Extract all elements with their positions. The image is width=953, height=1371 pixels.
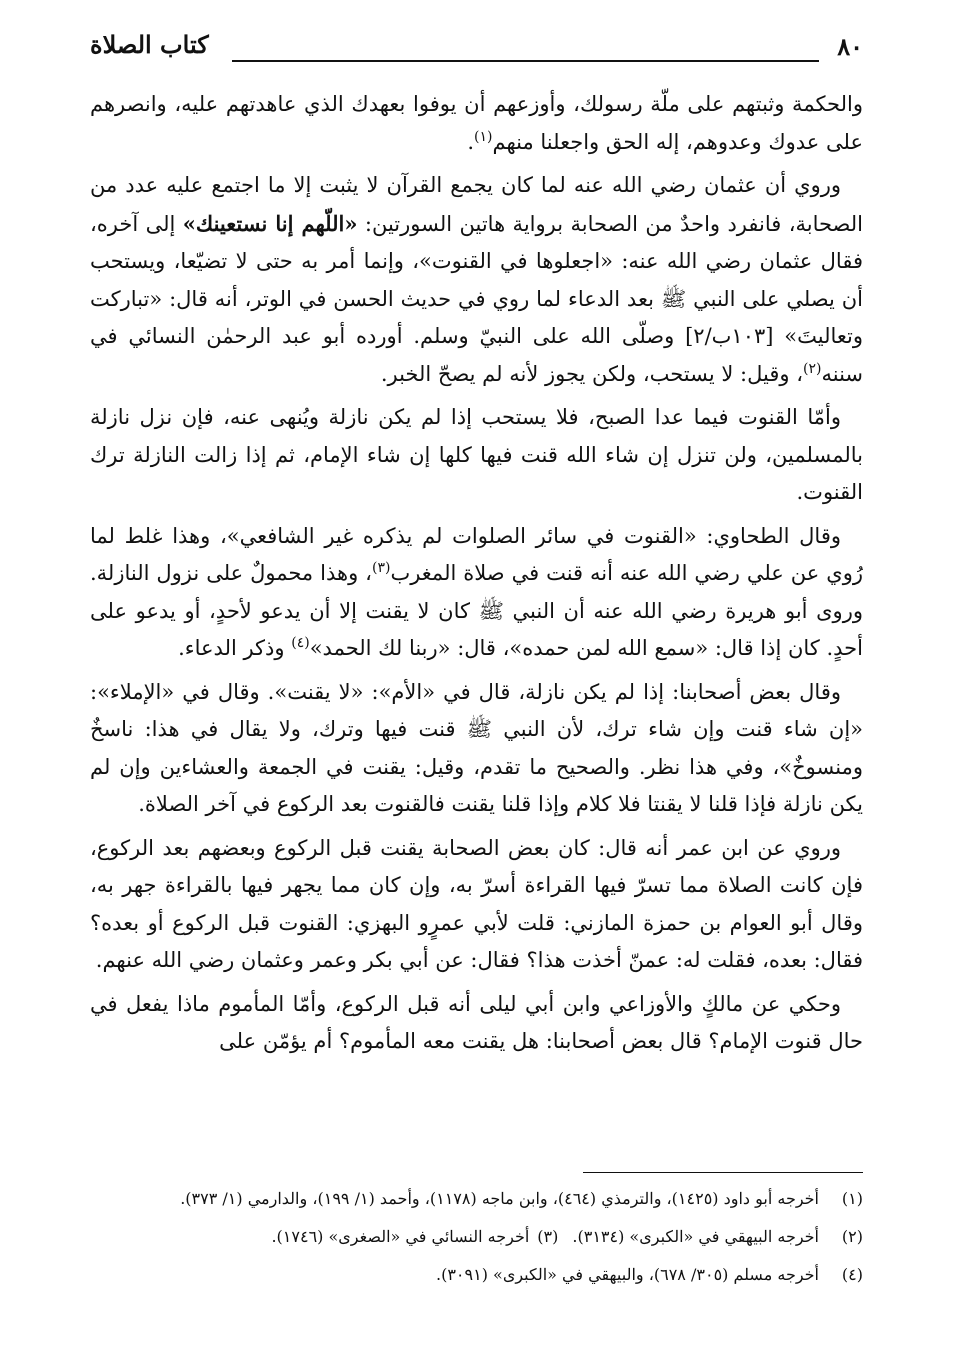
page-header xyxy=(90,26,863,76)
paragraph: والحكمة وثبتهم على ملّة رسولك، وأوزعهم أن يوفوا بعهدك الذي عاهدتهم عليه، وانصرهم على عدوك وعدوهم، إله الحق واجعلنا منهم$^{(١)}$. xyxy=(90,92,863,154)
paragraph: وقال الطحاوي: «القنوت في سائر الصلوات لم يذكره غير الشافعي»، وهذا غلط لما رُوي عن علي رضي الله عنه أنه قنت في صلاة المغرب$^{(٣)}$، وهذا محمولٌ على نزول النازلة. وروى أبو هريرة رضي الله عنه أن النبي ﷺ كان لا يقنت إلا أن يدعو لأحدٍ، أو يدعو على أحدٍ. كان إذا قال: «سمع الله لمن حمده»، قال: «ربنا لك الحمد»$^{(٤)}$ وذكر الدعاء. xyxy=(90,523,863,660)
footnote: (٢) أخرجه البيهقي في «الكبرى» (٣١٣٤).(٣)أخرجه النسائي في «الصغرى» (١٧٤٦). xyxy=(90,1222,863,1252)
footnote-rule xyxy=(583,1172,863,1173)
main-text xyxy=(90,86,863,1067)
footnote-ref: (٣) xyxy=(371,560,391,576)
footnote: (٤) أخرجه مسلم (٣٠٥/ ٦٧٨)، والبيهقي في «الكبرى» (٣٠٩١). xyxy=(90,1260,863,1290)
paragraph: وقال بعض أصحابنا: إذا لم يكن نازلة، قال في «الأم»: «لا يقنت». وقال في «الإملاء»: «إن شاء قنت وإن شاء ترك، لأن النبي ﷺ قنت فيها وترك، ولا يقال في هذا: ناسخٌ ومنسوخٌ»، وفي هذا نظر. والصحيح ما تقدم، وقيل: يقنت في الجمعة والعشاءين وإن لم يكن نازلة فإذا قلنا لا يقنتا فلا كلام وإذا قلنا يقنت فالقنوت بعد الركوع في آخر الصلاة. xyxy=(90,679,863,816)
footnote-number: (٣) xyxy=(537,1227,559,1246)
paragraph: وروي أن عثمان رضي الله عنه لما كان يجمع القرآن لا يثبت إلا ما اجتمع عليه عدد من الصحابة، فانفرد واحدٌ من الصحابة برواية هاتين السورتين: «اللّهم إنا نستعينك» إلى آخره، فقال عثمان رضي الله عنه: «اجعلوها في القنوت»، وإنما أمر به حتى لا تضيّعا، ويستحب أن يصلي على النبي ﷺ بعد الدعاء لما روي في حديث الحسن في الوتر، أنه قال: «تباركت وتعاليتَ» [١٠٣ب/٢] وصلّى الله على النبيّ وسلم. أورده أبو عبد الرحمٰن النسائي في سننه$^{(٢)}$، وقيل: لا يستحب، ولكن يجوز لأنه لم يصحّ الخبر. xyxy=(90,173,864,386)
header-rule xyxy=(232,60,819,62)
footnote-number: (١) xyxy=(841,1189,863,1208)
footnote: (١) أخرجه أبو داود (١٤٢٥)، والترمذي (٤٦٤)، وابن ماجه (١١٧٨)، وأحمد (١/ ١٩٩)، والدارمي (١/ ٣٧٣). xyxy=(90,1184,863,1214)
footnotes xyxy=(90,1184,863,1298)
paragraph: وأمّا القنوت فيما عدا الصبح، فلا يستحب إذا لم يكن نازلة ويُنهى عنه، فإن نزل نازلة بالمسلمين، ولن تنزل إن شاء الله قنت فيها كلها إن شاء الإمام، ثم إذا زالت النازلة ترك القنوت. xyxy=(90,405,863,504)
footnote-ref: (٤) xyxy=(291,635,310,651)
paragraph: وحكي عن مالكٍ والأوزاعي وابن أبي ليلى أنه قبل الركوع، وأمّا المأموم ماذا يفعل في حال قنوت الإمام؟ قال بعض أصحابنا: هل يقنت معه المأموم؟ أم يؤمّن على xyxy=(90,991,863,1053)
paragraph: وروي عن ابن عمر أنه قال: كان بعض الصحابة يقنت قبل الركوع وبعضهم بعد الركوع، فإن كانت الصلاة مما تسرّ فيها القراءة أسرّ به، وإن كان مما يجهر فيها بالقراءة جهر به، وقال أبو العوام بن حمزة المازني: قلت لأبي عمرٍو البهزي: القنوت قبل الركوع أو بعده؟ فقال: بعده، فقلت له: عمنّ أخذت هذا؟ فقال: عن أبي بكر وعمر وعثمان رضي الله عنهم. xyxy=(90,835,863,972)
quoted-prayer: «اللّهم إنا نستعينك» xyxy=(182,210,358,236)
footnote-ref: (١) xyxy=(474,128,493,145)
page-number: ٨٠ xyxy=(837,32,863,61)
footnote-number: (٤) xyxy=(841,1265,863,1284)
footnote-ref: (٢) xyxy=(803,360,822,377)
footnote-number: (٢) xyxy=(841,1227,863,1246)
book-title: كتاب الصلاة xyxy=(90,30,209,59)
